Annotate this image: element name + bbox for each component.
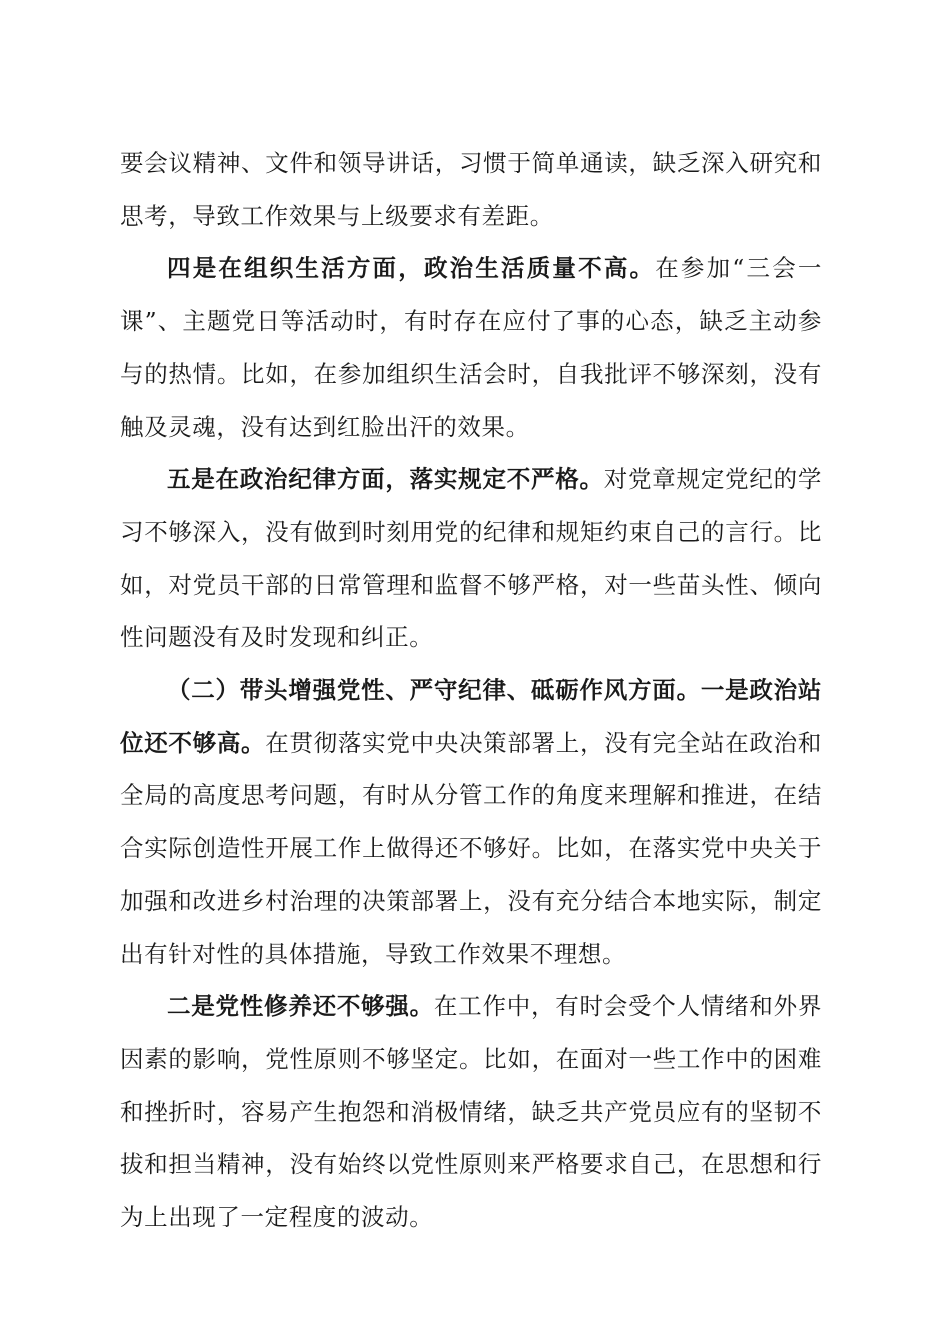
- paragraph-organizational-life: [120, 242, 822, 453]
- section-heading: （二）带头增强党性、严守纪律、砥砺作风方面。一是政治站位还不够高。: [120, 676, 822, 757]
- paragraph-text: 对党章规定党纪的学习不够深入，没有做到时刻用党的纪律和规矩约束自己的言行。比如，对党员干部的日常管理和监督不够严格，对一些苗头性、倾向性问题没有及时发现和纠正。: [120, 465, 822, 652]
- paragraph-continuation: [120, 137, 822, 242]
- paragraph-heading: 五是在政治纪律方面，落实规定不严格。: [167, 465, 604, 494]
- paragraph-text: 要会议精神、文件和领导讲话，习惯于简单通读，缺乏深入研究和思考，导致工作效果与上级要求有差距。: [120, 149, 822, 230]
- document-body: [120, 137, 822, 1244]
- paragraph-party-spirit: [120, 980, 822, 1244]
- paragraph-text: 在工作中，有时会受个人情绪和外界因素的影响，党性原则不够坚定。比如，在面对一些工作中的困难和挫折时，容易产生抱怨和消极情绪，缺乏共产党员应有的坚韧不拔和担当精神，没有始终以党性原则来严格要求自己，在思想和行为上出现了一定程度的波动。: [120, 992, 822, 1232]
- paragraph-political-discipline: [120, 453, 822, 664]
- paragraph-heading: 四是在组织生活方面，政治生活质量不高。: [167, 254, 656, 283]
- paragraph-text: 在参加“三会一课”、主题党日等活动时，有时存在应付了事的心态，缺乏主动参与的热情。比如，在参加组织生活会时，自我批评不够深刻，没有触及灵魂，没有达到红脸出汗的效果。: [120, 254, 823, 441]
- paragraph-heading: 二是党性修养还不够强。: [167, 992, 434, 1021]
- paragraph-section-two: [120, 664, 822, 980]
- paragraph-text: 在贯彻落实党中央决策部署上，没有完全站在政治和全局的高度思考问题，有时从分管工作的角度来理解和推进，在结合实际创造性开展工作上做得还不够好。比如，在落实党中央关于加强和改进乡村治理的决策部署上，没有充分结合本地实际，制定出有针对性的具体措施，导致工作效果不理想。: [120, 728, 822, 968]
